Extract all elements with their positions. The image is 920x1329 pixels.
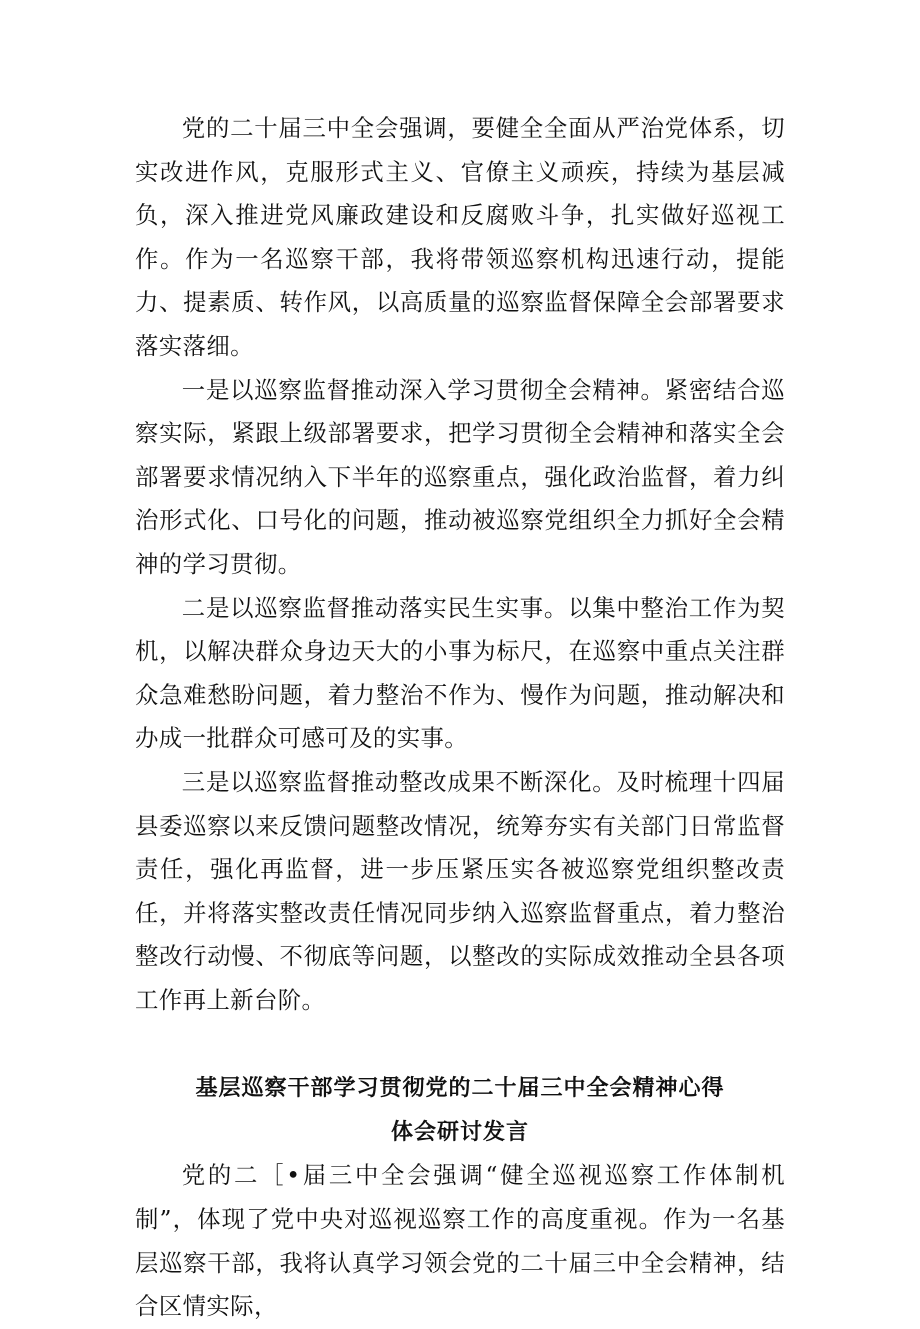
- paragraph-point-one: 一是以巡察监督推动深入学习贯彻全会精神。紧密结合巡察实际，紧跟上级部署要求，把学习贯彻全会精神和落实全会部署要求情况纳入下半年的巡察重点，强化政治监督，着力纠治形式化、口号化的问题，推动被巡察党组织全力抓好全会精神的学习贯彻。: [135, 375, 785, 578]
- document-body: [135, 107, 785, 1329]
- section-spacer: [135, 1022, 785, 1066]
- paragraph-section-two-intro: 党的二［•届三中全会强调“健全巡视巡察工作体制机制”，体现了党中央对巡视巡察工作的高度重视。作为一名基层巡察干部，我将认真学习领会党的二十届三中全会精神，结合区情实际，: [135, 1161, 785, 1321]
- paragraph-intro: 党的二十届三中全会强调，要健全全面从严治党体系，切实改进作风，克服形式主义、官僚主义顽疾，持续为基层减负，深入推进党风廉政建设和反腐败斗争，扎实做好巡视工作。作为一名巡察干部，我将带领巡察机构迅速行动，提能力、提素质、转作风，以高质量的巡察监督保障全会部署要求落实落细。: [135, 114, 785, 360]
- paragraph-point-three: 三是以巡察监督推动整改成果不断深化。及时梳理十四届县委巡察以来反馈问题整改情况，统筹夯实有关部门日常监督责任，强化再监督，进一步压紧压实各被巡察党组织整改责任，并将落实整改责任情况同步纳入巡察监督重点，着力整治整改行动慢、不彻底等问题，以整改的实际成效推动全县各项工作再上新台阶。: [135, 767, 785, 1014]
- section-title-line1: 基层巡察干部学习贯彻党的二十届三中全会精神心得: [195, 1075, 725, 1102]
- section-title-line2: 体会研讨发言: [390, 1119, 529, 1146]
- paragraph-point-two: 二是以巡察监督推动落实民生实事。以集中整治工作为契机，以解决群众身边天大的小事为标尺，在巡察中重点关注群众急难愁盼问题，着力整治不作为、慢作为问题，推动解决和办成一批群众可感可及的实事。: [135, 593, 785, 753]
